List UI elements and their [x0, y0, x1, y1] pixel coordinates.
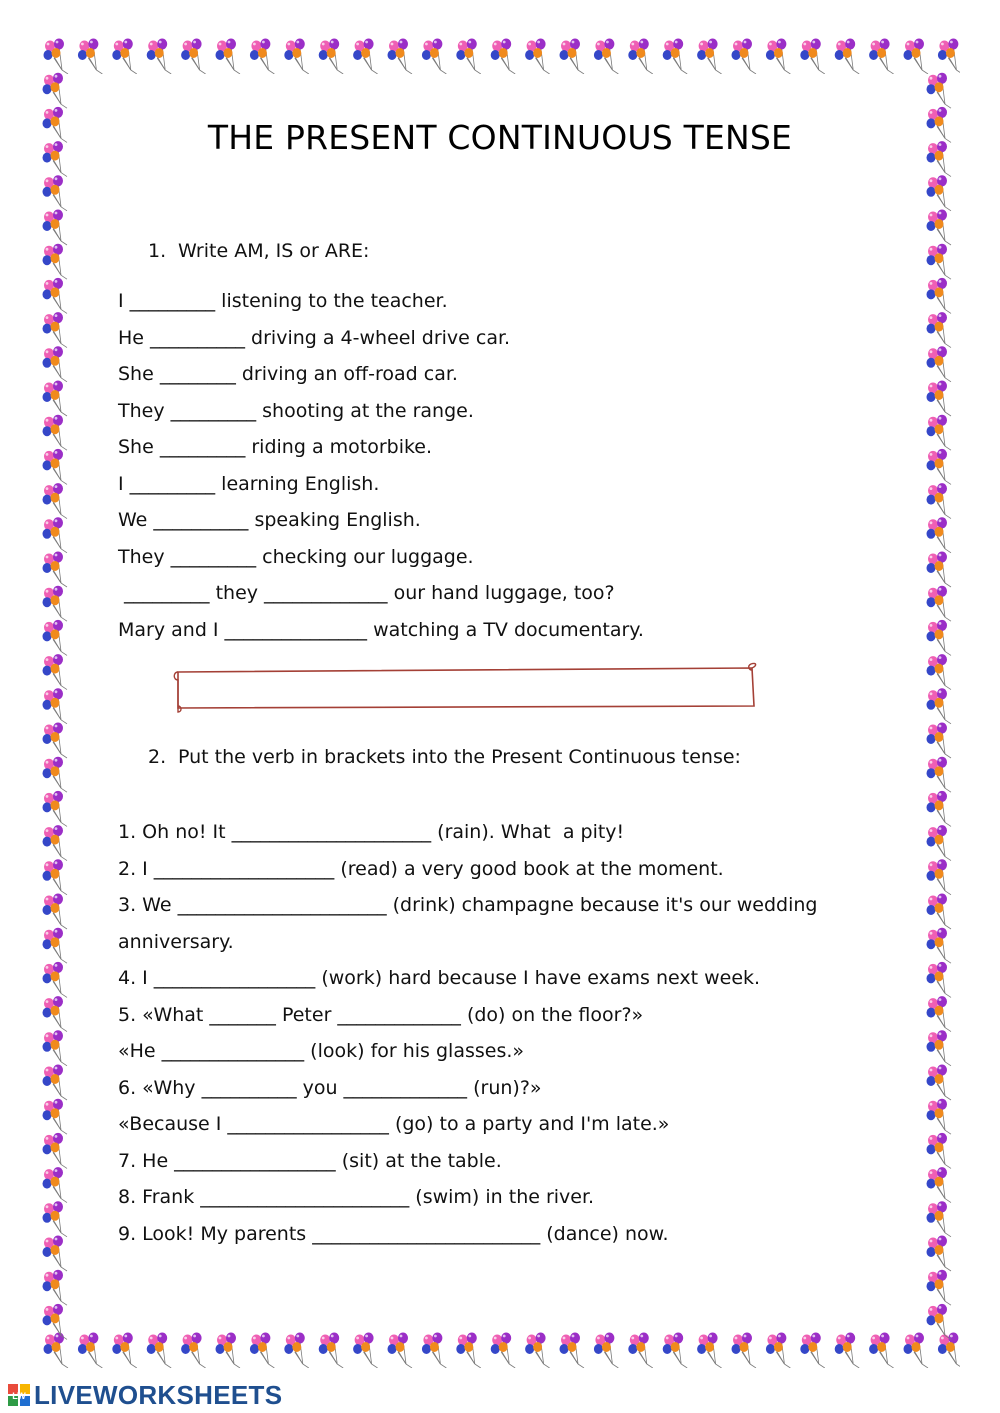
balloon-icon: [628, 39, 653, 75]
balloon-icon: [388, 39, 413, 75]
balloon-icon: [732, 1333, 757, 1369]
balloon-icon: [732, 39, 757, 75]
balloon-icon: [422, 39, 447, 75]
balloon-icon: [147, 1333, 172, 1369]
balloon-icon: [927, 825, 952, 861]
balloon-icon: [525, 39, 550, 75]
balloon-icon: [43, 381, 68, 417]
balloon-icon: [43, 210, 68, 246]
exercise-line: 7. He _________________ (sit) at the table.: [118, 1149, 502, 1172]
balloon-icon: [43, 1030, 68, 1066]
balloon-icon: [284, 39, 309, 75]
balloon-icon: [800, 1333, 825, 1369]
exercise-line: «He _______________ (look) for his glasses.»: [118, 1040, 525, 1062]
balloon-icon: [927, 1167, 952, 1203]
exercise-line: They _________ shooting at the range.: [118, 399, 474, 422]
balloon-icon: [43, 1167, 68, 1203]
balloon-icon: [43, 1270, 68, 1306]
exercise-line: 3. We ______________________ (drink) champagne because it's our wedding: [118, 894, 818, 916]
balloon-border-left: [38, 36, 76, 1368]
balloon-icon: [43, 586, 68, 622]
balloon-icon: [216, 39, 241, 75]
balloon-icon: [927, 1065, 952, 1101]
balloon-icon: [43, 346, 68, 382]
balloon-icon: [43, 757, 68, 793]
balloon-icon: [927, 1133, 952, 1169]
balloon-icon: [43, 894, 68, 930]
balloon-icon: [927, 1201, 952, 1237]
balloon-icon: [250, 39, 275, 75]
section-1-number: 1.: [148, 240, 167, 262]
section-2-instruction: Put the verb in brackets into the Present Continuous tense:: [178, 746, 741, 768]
balloon-icon: [927, 859, 952, 895]
balloon-icon: [422, 1333, 447, 1369]
exercise-line: He __________ driving a 4-wheel drive car.: [118, 326, 511, 349]
exercise-line: They _________ checking our luggage.: [118, 545, 474, 568]
logo-badge-text: LW: [12, 1391, 26, 1401]
balloon-icon: [43, 1065, 68, 1101]
balloon-icon: [319, 1333, 344, 1369]
balloon-icon: [927, 312, 952, 348]
balloon-icon: [594, 39, 619, 75]
balloon-border-right: [922, 36, 960, 1368]
balloon-icon: [43, 688, 68, 724]
balloon-icon: [353, 1333, 378, 1369]
balloon-icon: [927, 483, 952, 518]
balloon-icon: [560, 1333, 585, 1369]
balloon-icon: [927, 210, 952, 246]
balloon-icon: [927, 381, 952, 417]
balloon-icon: [43, 859, 68, 895]
balloon-icon: [43, 1236, 68, 1272]
balloon-icon: [43, 620, 68, 656]
balloon-icon: [927, 928, 952, 964]
section-1-instruction: Write AM, IS or ARE:: [178, 240, 370, 262]
balloon-icon: [43, 791, 68, 827]
balloon-icon: [43, 1304, 68, 1340]
balloon-icon: [927, 73, 952, 109]
balloon-icon: [927, 962, 952, 998]
balloon-icon: [43, 552, 68, 588]
liveworksheets-logo[interactable]: [8, 1380, 282, 1410]
balloon-icon: [927, 517, 952, 553]
exercise-line: 5. «What _______ Peter _____________ (do) on the floor?»: [118, 1003, 644, 1026]
balloon-icon: [927, 1030, 952, 1066]
worksheet-title: THE PRESENT CONTINUOUS TENSE: [207, 118, 793, 157]
exercise-line: We __________ speaking English.: [118, 509, 421, 531]
balloon-icon: [43, 654, 68, 690]
balloon-icon: [112, 39, 137, 75]
section-2-exercise-list: [118, 814, 878, 1252]
balloon-icon: [112, 1333, 137, 1369]
balloon-icon: [78, 1333, 103, 1369]
exercise-line: _________ they _____________ our hand luggage, too?: [118, 582, 615, 604]
balloon-icon: [927, 894, 952, 930]
balloon-icon: [927, 346, 952, 382]
balloon-icon: [927, 1236, 952, 1272]
exercise-line: «Because I _________________ (go) to a party and I'm late.»: [118, 1113, 670, 1135]
balloon-icon: [927, 620, 952, 656]
balloon-icon: [869, 39, 894, 75]
balloon-icon: [927, 996, 952, 1032]
section-1-exercise-list: [118, 283, 878, 648]
section-2-number: 2.: [148, 746, 167, 768]
exercise-line: 4. I _________________ (work) hard because I have exams next week.: [118, 967, 761, 989]
balloon-icon: [78, 39, 103, 75]
balloon-icon: [560, 39, 585, 75]
balloon-icon: [869, 1333, 894, 1369]
balloon-icon: [766, 39, 791, 75]
section-2-heading: [148, 746, 741, 768]
balloon-icon: [594, 1333, 619, 1369]
balloon-icon: [927, 552, 952, 588]
balloon-icon: [43, 312, 68, 348]
balloon-icon: [927, 1304, 952, 1340]
balloon-icon: [147, 39, 172, 75]
balloon-icon: [43, 175, 68, 211]
balloon-icon: [697, 39, 722, 75]
balloon-icon: [319, 39, 344, 75]
balloon-icon: [43, 962, 68, 998]
balloon-icon: [491, 39, 516, 75]
balloon-icon: [43, 1201, 68, 1237]
exercise-line: I _________ listening to the teacher.: [118, 290, 448, 312]
balloon-icon: [663, 39, 688, 75]
balloon-icon: [927, 723, 952, 759]
balloon-icon: [456, 39, 481, 75]
exercise-line: 8. Frank ______________________ (swim) in the river.: [118, 1186, 595, 1208]
liveworksheets-logo-icon: [8, 1384, 30, 1406]
balloon-icon: [766, 1333, 791, 1369]
balloon-icon: [491, 1333, 516, 1369]
exercise-line: anniversary.: [118, 930, 234, 953]
balloon-icon: [525, 1333, 550, 1369]
balloon-icon: [927, 449, 952, 485]
balloon-icon: [181, 1333, 206, 1369]
exercise-line: 2. I ___________________ (read) a very good book at the moment.: [118, 857, 724, 880]
balloon-icon: [927, 791, 952, 827]
balloon-icon: [927, 175, 952, 211]
balloon-icon: [43, 928, 68, 964]
balloon-icon: [927, 278, 952, 314]
balloon-icon: [43, 825, 68, 861]
balloon-icon: [43, 415, 68, 451]
scroll-divider: [170, 662, 760, 716]
exercise-line: Mary and I _______________ watching a TV documentary.: [118, 618, 644, 641]
balloon-icon: [43, 73, 68, 109]
balloon-icon: [353, 39, 378, 75]
balloon-icon: [43, 996, 68, 1032]
balloon-icon: [835, 1333, 860, 1369]
balloon-icon: [927, 244, 952, 280]
balloon-icon: [456, 1333, 481, 1369]
balloon-icon: [927, 757, 952, 793]
balloon-icon: [43, 517, 68, 553]
balloon-icon: [388, 1333, 413, 1369]
balloon-icon: [927, 654, 952, 690]
balloon-border-top: [40, 36, 960, 74]
balloon-icon: [181, 39, 206, 75]
balloon-icon: [43, 1099, 68, 1135]
balloon-icon: [663, 1333, 688, 1369]
balloon-icon: [927, 586, 952, 622]
exercise-line: She _________ riding a motorbike.: [118, 436, 433, 458]
balloon-icon: [927, 688, 952, 724]
balloon-icon: [835, 39, 860, 75]
section-1-heading: [148, 240, 369, 262]
balloon-icon: [216, 1333, 241, 1369]
balloon-icon: [43, 483, 68, 518]
exercise-line: She ________ driving an off-road car.: [118, 363, 458, 385]
balloon-icon: [284, 1333, 309, 1369]
balloon-icon: [697, 1333, 722, 1369]
balloon-icon: [43, 1133, 68, 1169]
exercise-line: 6. «Why __________ you _____________ (run)?»: [118, 1076, 542, 1099]
balloon-icon: [43, 723, 68, 759]
balloon-icon: [800, 39, 825, 75]
balloon-icon: [43, 278, 68, 314]
balloon-icon: [43, 244, 68, 280]
balloon-border-bottom: [40, 1330, 960, 1368]
logo-text: LIVEWORKSHEETS: [34, 1379, 283, 1410]
balloon-icon: [43, 449, 68, 485]
balloon-icon: [927, 1270, 952, 1306]
balloon-icon: [250, 1333, 275, 1369]
exercise-line: 1. Oh no! It _____________________ (rain). What a pity!: [118, 821, 625, 843]
balloon-icon: [628, 1333, 653, 1369]
balloon-icon: [927, 1099, 952, 1135]
exercise-line: 9. Look! My parents ________________________ (dance) now.: [118, 1222, 669, 1245]
balloon-icon: [927, 415, 952, 451]
exercise-line: I _________ learning English.: [118, 472, 380, 495]
